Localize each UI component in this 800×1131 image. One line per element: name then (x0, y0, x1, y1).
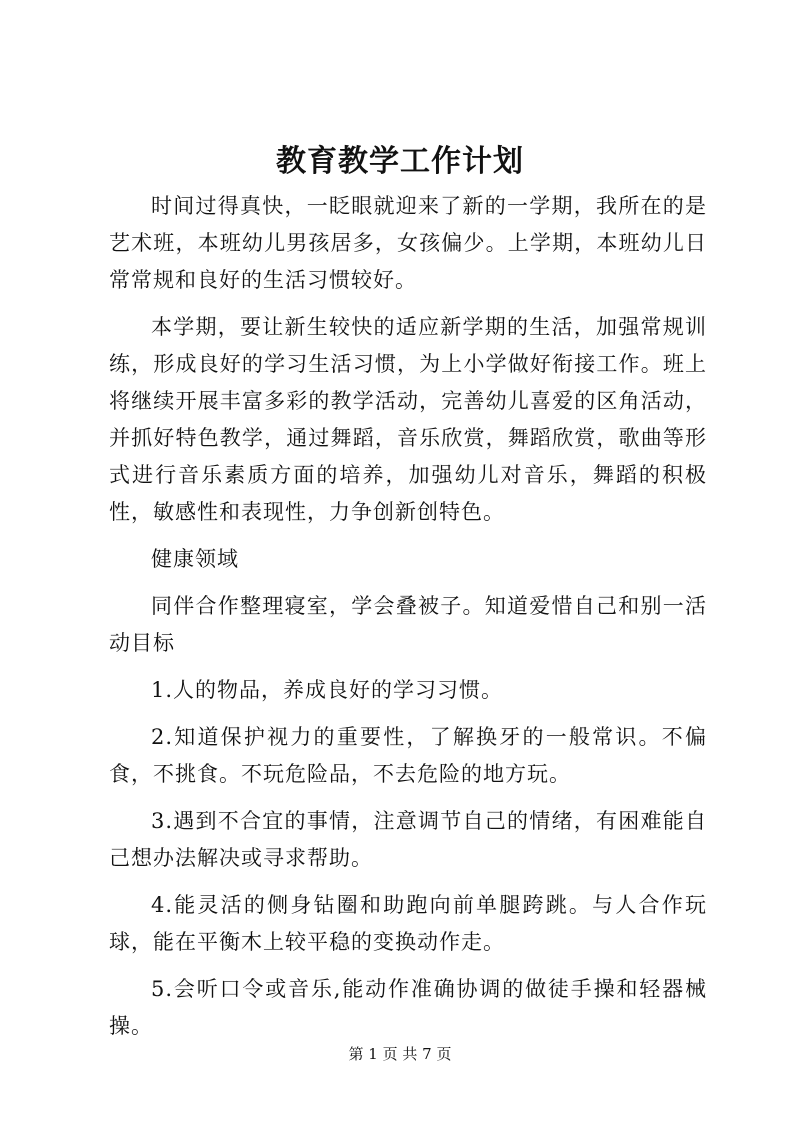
paragraph-intro: 时间过得真快，一眨眼就迎来了新的一学期，我所在的是艺术班，本班幼儿男孩居多，女孩偏少。上学期，本班幼儿日常常规和良好的生活习惯较好。 (109, 194, 707, 292)
list-item-3: 3.遇到不合宜的事情，注意调节自己的情绪，有困难能自己想办法解决或寻求帮助。 (109, 809, 707, 870)
paragraph-semester-plan: 本学期，要让新生较快的适应新学期的生活，加强常规训练，形成良好的学习生活习惯，为上小学做好衔接工作。班上将继续开展丰富多彩的教学活动，完善幼儿喜爱的区角活动，并抓好特色教学，通过舞蹈，音乐欣赏，舞蹈欣赏，歌曲等形式进行音乐素质方面的培养，加强幼儿对音乐，舞蹈的积极性，敏感性和表现性，力争创新创特色。 (109, 315, 707, 524)
page-footer: 第 1 页 共 7 页 (348, 1045, 452, 1063)
list-item-5: 5.会听口令或音乐,能动作准确协调的做徒手操和轻器械操。 (109, 977, 707, 1038)
document-title: 教育教学工作计划 (276, 144, 524, 179)
section-heading-health: 健康领域 (151, 547, 239, 571)
paragraph-health-goals: 同伴合作整理寝室，学会叠被子。知道爱惜自己和别一活动目标 (109, 594, 707, 655)
list-item-4: 4.能灵活的侧身钻圈和助跑向前单腿跨跳。与人合作玩球，能在平衡木上较平稳的变换动作走。 (109, 893, 707, 954)
document-body (109, 188, 707, 1055)
list-item-2: 2.知道保护视力的重要性，了解换牙的一般常识。不偏食，不挑食。不玩危险品，不去危险的地方玩。 (109, 725, 707, 786)
list-item-1: 1.人的物品，养成良好的学习习惯。 (151, 678, 504, 702)
